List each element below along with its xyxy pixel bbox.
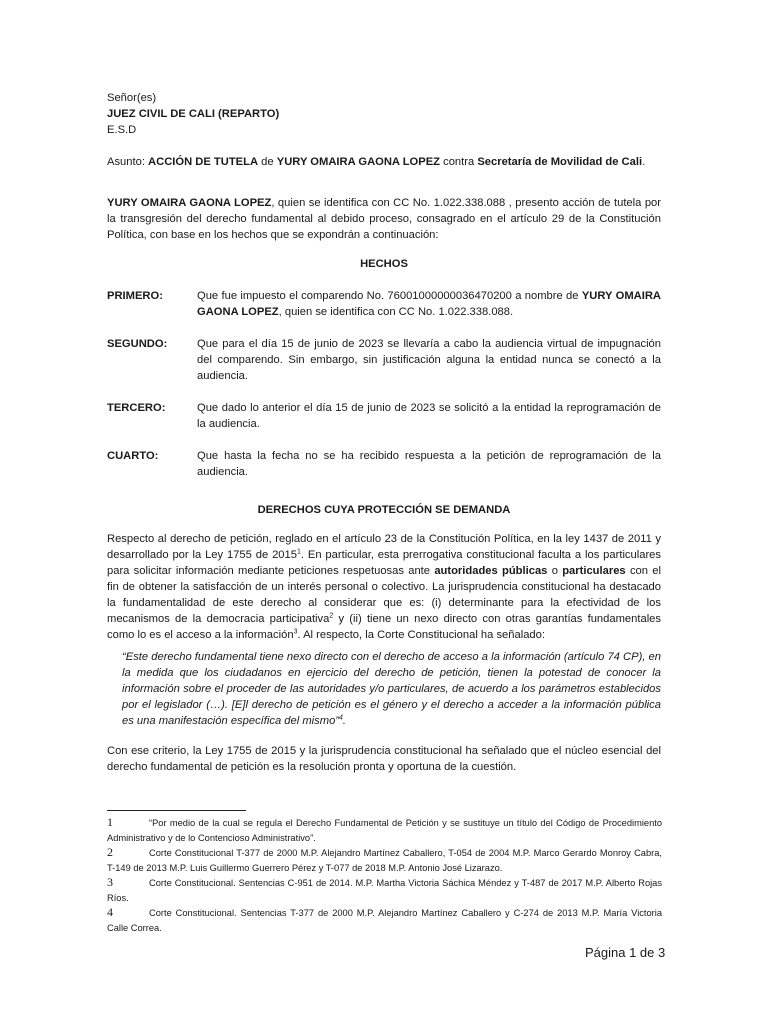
hecho-bold-part: YURY OMAIRA GAONA LOPEZ — [197, 290, 661, 318]
footnote — [107, 875, 662, 906]
subject-plaintiff: YURY OMAIRA GAONA LOPEZ — [276, 156, 440, 168]
derechos-text: y (ii) tiene un nexo directo con otras garantías fundamentales como lo es el acceso a la información — [107, 613, 661, 641]
footnote — [107, 905, 662, 936]
hecho-text-part: Que fue impuesto el comparendo No. 76001000000036470200 a nombre de — [197, 290, 582, 302]
footnote-ref: 1 — [296, 548, 301, 556]
hecho-text — [197, 336, 661, 384]
document-body — [107, 90, 661, 775]
conclusion-paragraph: Con ese criterio, la Ley 1755 de 2015 y la jurisprudencia constitucional ha señalado que el núcleo esencial del derecho fundamental de petición es la resolución pronta y oportuna de la cuestión. — [107, 745, 661, 773]
subject-line — [107, 154, 661, 170]
intro-paragraph — [107, 195, 661, 243]
subject-text: contra — [440, 156, 478, 168]
hecho-text-part: , quien se identifica con CC No. 1.022.338.088. — [278, 306, 514, 318]
court-quote — [107, 649, 661, 729]
quote-text: . — [342, 715, 347, 727]
derechos-heading: DERECHOS CUYA PROTECCIÓN SE DEMANDA — [257, 504, 511, 516]
footnote-separator — [107, 810, 246, 811]
footnote-number: 3 — [107, 875, 113, 889]
plaintiff-name: YURY OMAIRA GAONA LOPEZ — [107, 197, 272, 209]
hecho-item — [107, 400, 661, 432]
footnote-text: Corte Constitucional. Sentencias T-377 de 2000 M.P. Alejandro Martínez Caballero y C-274 de 2013 M.P. María Victoria Calle Correa. — [107, 908, 662, 933]
footnote-text: “Por medio de la cual se regula el Derecho Fundamental de Petición y se sustituye un título del Código de Procedimiento Administrativo y de lo Contencioso Administrativo”. — [107, 818, 662, 843]
court-name: JUEZ CIVIL DE CALI (REPARTO) — [107, 108, 280, 120]
hecho-label: TERCERO: — [107, 402, 166, 414]
footnote-text: Corte Constitucional. Sentencias C-951 de 2014. M.P. Martha Victoria Sáchica Méndez y T-487 de 2017 M.P. Alberto Rojas Ríos. — [107, 878, 662, 903]
footnote-number: 4 — [107, 905, 113, 919]
esd-line: E.S.D — [107, 124, 137, 136]
footnote-ref: 3 — [293, 628, 298, 636]
footnote-number: 2 — [107, 845, 113, 859]
subject-label: Asunto: — [107, 156, 149, 168]
footnote-ref: 2 — [329, 612, 334, 620]
subject-text: . — [642, 156, 646, 168]
hecho-item — [107, 448, 661, 480]
derechos-text: . En particular, esta prerrogativa constitucional faculta a los particulares para solicitar información mediante peticiones respetuosas ante — [107, 549, 661, 577]
hecho-item — [107, 288, 661, 320]
derechos-text: con el fin de obtener la satisfacción de un interés personal o colectivo. La jurisprudencia constitucional ha destacado la fundamentalidad de este derecho al considerar que es: (i) determinante para la efectividad de los mecanismos de la democracia participativa — [107, 565, 661, 625]
hecho-text — [197, 448, 661, 480]
derechos-text: . Al respecto, la Corte Constitucional ha señalado: — [297, 629, 545, 641]
derechos-bold: particulares — [562, 565, 626, 577]
hechos-heading: HECHOS — [360, 258, 408, 270]
page-number: Página 1 de 3 — [585, 945, 666, 960]
subject-text: de — [258, 156, 277, 168]
subject-defendant: Secretaría de Movilidad de Cali — [477, 156, 643, 168]
hechos-list — [107, 288, 661, 480]
hecho-label: SEGUNDO: — [107, 338, 168, 350]
derechos-text: Respecto al derecho de petición, reglado en el artículo 23 de la Constitución Política, en la ley 1437 de 2011 y desarrollado por la Ley 1755 de 2015 — [107, 533, 661, 561]
hecho-text-part: Que hasta la fecha no se ha recibido respuesta a la petición de reprogramación de la audiencia. — [197, 450, 661, 478]
footnote-text: Corte Constitucional T-377 de 2000 M.P. Alejandro Martínez Caballero, T-054 de 2004 M.P. Marco Gerardo Monroy Cabra, T-149 de 2013 M.P. Luis Guillermo Guerrero Pérez y T-077 de 2018 M.P. Antonio José Lizarazo. — [107, 848, 662, 873]
derechos-bold: autoridades públicas — [434, 565, 548, 577]
hecho-text — [197, 400, 661, 432]
hecho-text — [197, 288, 661, 320]
hecho-label: PRIMERO: — [107, 290, 163, 302]
hecho-text-part: Que para el día 15 de junio de 2023 se llevaría a cabo la audiencia virtual de impugnación del comparendo. Sin embargo, sin justificación alguna la entidad nunca se conectó a la audiencia. — [197, 338, 661, 382]
footnote-number: 1 — [107, 815, 113, 829]
footnote — [107, 815, 662, 846]
hecho-label: CUARTO: — [107, 450, 159, 462]
derechos-text: o — [547, 565, 563, 577]
hecho-item — [107, 336, 661, 384]
derechos-paragraph — [107, 531, 661, 643]
intro-text: , quien se identifica con CC No. 1.022.338.088 , presento acción de tutela por la transgresión del derecho fundamental al debido proceso, consagrado en el artículo 29 de la Constitución Política, con base en los hechos que se expondrán a continuación: — [107, 197, 661, 241]
salutation: Señor(es) — [107, 92, 157, 104]
quote-text: “Este derecho fundamental tiene nexo directo con el derecho de acceso a la información (artículo 74 CP), en la medida que los ciudadanos en ejercicio del derecho de petición, tienen la potestad de conocer la información sobre el proceder de las autoridades y/o particulares, de acuerdo a los parámetros establecidos por el legislador (…). [E]l derecho de petición es el género y el derecho a acceder a la información pública es una manifestación específica del mismo” — [122, 651, 661, 727]
footnote-ref: 4 — [339, 714, 343, 722]
subject-action: ACCIÓN DE TUTELA — [148, 156, 259, 168]
addressee-block — [107, 90, 661, 138]
hecho-text-part: Que dado lo anterior el día 15 de junio de 2023 se solicitó a la entidad la reprogramación de la audiencia. — [197, 402, 661, 430]
footnote — [107, 845, 662, 876]
